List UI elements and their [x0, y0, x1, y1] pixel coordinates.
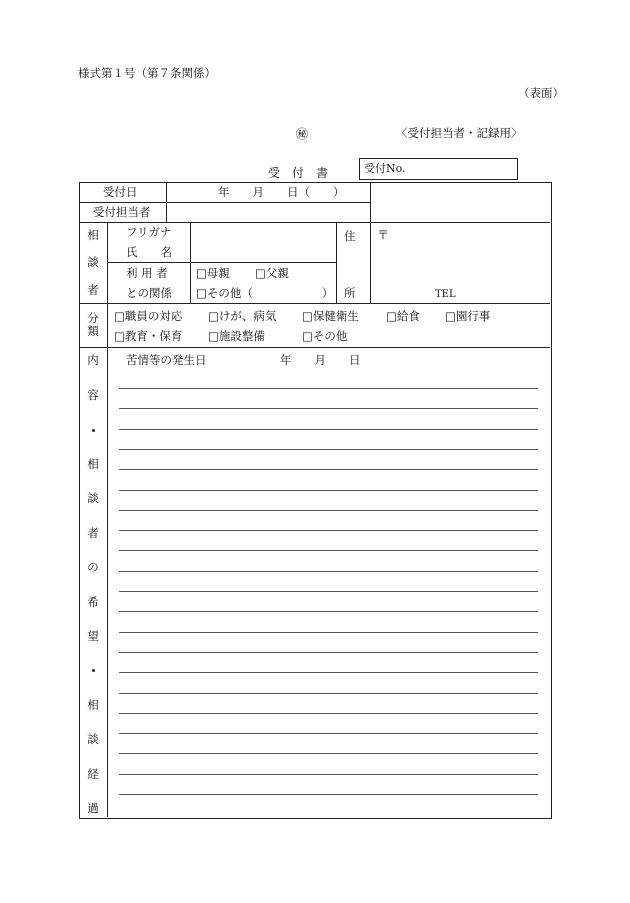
writing-line: [119, 490, 538, 491]
writing-line: [119, 794, 538, 795]
writing-line: [119, 632, 538, 633]
writing-line: [119, 591, 538, 592]
writing-line: [119, 408, 538, 409]
rule: [336, 222, 337, 303]
content-label-char: 経: [87, 767, 99, 781]
address-label-bottom: 所: [344, 286, 356, 300]
category-label-char: 分: [87, 311, 99, 325]
category-label-char: 類: [87, 324, 99, 338]
category-events-checkbox[interactable]: □園行事: [445, 309, 491, 323]
reception-date-label: 受付日: [103, 185, 138, 199]
category-injury-checkbox[interactable]: □けが、病気: [208, 309, 277, 323]
postal-mark-icon: 〒: [377, 228, 390, 242]
content-label-char: 相: [87, 457, 99, 471]
content-label-char: 望: [87, 629, 99, 643]
writing-line: [119, 449, 538, 450]
writing-line: [119, 429, 538, 430]
receipt-number-label: 受付No.: [364, 162, 406, 175]
reception-date-field[interactable]: 年 月 日（ ）: [218, 185, 345, 199]
category-staff-checkbox[interactable]: □職員の対応: [114, 309, 183, 323]
reception-staff-label: 受付担当者: [93, 205, 151, 219]
category-facilities-checkbox[interactable]: □施設整備: [208, 329, 265, 343]
category-education-checkbox[interactable]: □教育・保育: [114, 329, 183, 343]
writing-line: [119, 652, 538, 653]
occurrence-date-field[interactable]: 年 月 日: [280, 353, 361, 367]
relation-other-checkbox[interactable]: □その他（ ）: [196, 286, 334, 300]
receipt-number-field[interactable]: [359, 158, 518, 180]
separator-dot: [92, 669, 95, 672]
category-hygiene-checkbox[interactable]: □保健衛生: [302, 309, 359, 323]
rule: [107, 262, 336, 263]
consultant-label-char: 談: [87, 255, 99, 269]
writing-line: [119, 611, 538, 612]
content-label-char: 相: [87, 698, 99, 712]
writing-line: [119, 733, 538, 734]
writing-line: [119, 388, 538, 389]
rule: [107, 222, 108, 817]
content-label-char: 希: [87, 595, 99, 609]
furigana-label: フリガナ: [126, 225, 172, 239]
separator-dot: [92, 429, 95, 432]
consultant-label-char: 相: [87, 228, 99, 242]
tel-label: TEL: [435, 289, 456, 300]
name-label: 氏 名: [126, 245, 172, 259]
rule: [166, 182, 167, 222]
content-label-char: 内: [87, 353, 99, 367]
writing-line: [119, 774, 538, 775]
reception-staff-field[interactable]: [168, 203, 369, 221]
copy-purpose-label: 〈受付担当者・記録用〉: [396, 126, 523, 140]
rule: [190, 222, 191, 303]
writing-line: [119, 753, 538, 754]
category-meals-checkbox[interactable]: □給食: [386, 309, 420, 323]
relation-label-1: 利 用 者: [126, 266, 168, 280]
relation-mother-checkbox[interactable]: □母親: [196, 266, 230, 280]
content-label-char: の: [87, 560, 99, 574]
writing-line: [119, 571, 538, 572]
occurrence-date-label: 苦情等の発生日: [126, 353, 207, 367]
name-field[interactable]: [192, 224, 334, 260]
document-title: 受 付 書: [268, 166, 329, 180]
content-label-char: 過: [87, 801, 99, 815]
confidential-seal-icon: ㊙: [296, 127, 309, 141]
content-label-char: 談: [87, 491, 99, 505]
relation-father-checkbox[interactable]: □父親: [255, 266, 289, 280]
relation-label-2: との関係: [126, 286, 172, 300]
page-side-label: （表面）: [518, 86, 564, 100]
address-label-top: 住: [344, 229, 356, 243]
rule: [370, 182, 371, 303]
rule: [79, 303, 550, 304]
writing-line: [119, 672, 538, 673]
writing-line: [119, 713, 538, 714]
content-label-char: 談: [87, 732, 99, 746]
address-field[interactable]: [372, 244, 548, 282]
rule: [79, 347, 550, 348]
writing-line: [119, 550, 538, 551]
writing-line: [119, 469, 538, 470]
consultant-label-char: 者: [87, 283, 99, 297]
writing-line: [119, 693, 538, 694]
writing-line: [119, 530, 538, 531]
form-number: 様式第１号（第７条関係）: [78, 66, 216, 80]
content-label-char: 者: [87, 526, 99, 540]
category-other-checkbox[interactable]: □その他: [302, 329, 348, 343]
writing-line: [119, 510, 538, 511]
content-label-char: 容: [87, 388, 99, 402]
rule: [79, 222, 550, 223]
